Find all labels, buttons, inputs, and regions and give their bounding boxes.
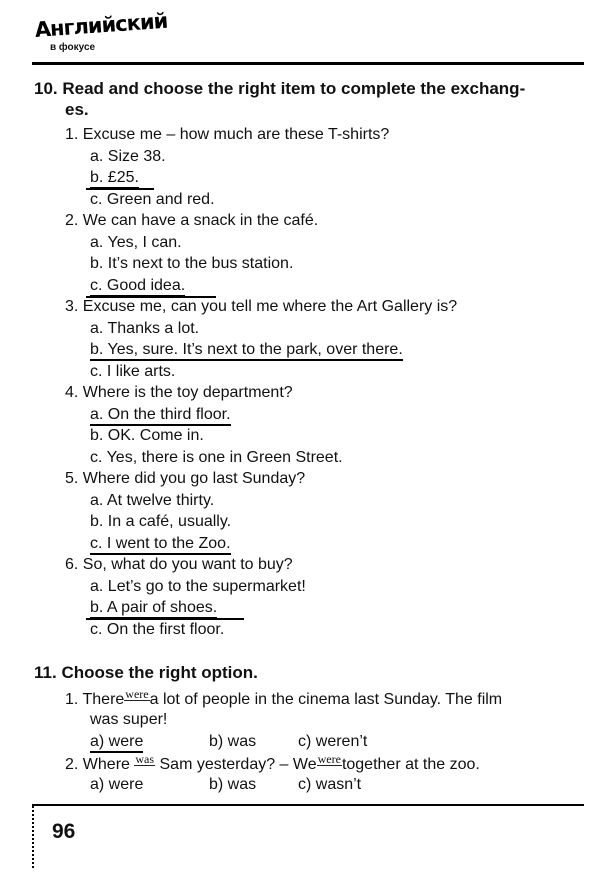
ex11-q1-option-a-text: a) were: [90, 733, 143, 753]
ex10-q2-option-b: b. It’s next to the bus station.: [90, 255, 294, 272]
ex10-q1-option-b-text: b. £25.: [90, 169, 139, 189]
ex11-q1-option-b: b) was: [209, 733, 257, 750]
exercise-11-title-text: Choose the right option.: [61, 663, 258, 682]
handwritten-answer: was: [135, 752, 155, 766]
ex10-q5-option-c-text: c. I went to the Zoo.: [90, 535, 231, 555]
ex10-q2-option-c-text: c. Good idea.: [90, 277, 185, 297]
ex11-q2-option-b: b) was: [209, 776, 257, 793]
ex10-q3-option-b-text: b. Yes, sure. It’s next to the park, over there.: [90, 341, 403, 361]
ex10-q1-option-c: c. Green and red.: [90, 191, 215, 208]
ex10-q5-option-b: b. In a café, usually.: [90, 513, 232, 530]
ex11-q2-line1: [65, 753, 480, 775]
ex10-q1-option-a: a. Size 38.: [90, 148, 166, 165]
ex11-q1-option-a: [90, 732, 143, 752]
ex10-q5-option-c: [90, 534, 231, 554]
ex10-q4-question: 4. Where is the toy department?: [65, 384, 293, 401]
logo-subtitle: в фокусе: [50, 42, 96, 53]
logo-title: Английский: [34, 8, 169, 42]
handwritten-answer: were: [125, 687, 149, 701]
ex11-q2-option-a: a) were: [90, 776, 144, 793]
ex10-q4-option-b: b. OK. Come in.: [90, 427, 204, 444]
footer-rule: [32, 804, 584, 806]
ex11-q1-after: a lot of people in the cinema last Sunday. The film: [149, 691, 503, 708]
ex10-q3-question: 3. Excuse me, can you tell me where the Art Gallery is?: [65, 298, 458, 315]
handwritten-answer: were: [317, 752, 341, 766]
ex10-q2-option-a: a. Yes, I can.: [90, 234, 182, 251]
ex10-q1-option-b: [90, 168, 139, 188]
exercise-11-number: 11.: [34, 663, 57, 682]
ex10-q1-question: 1. Excuse me – how much are these T-shirts?: [65, 126, 390, 143]
ex10-q3-option-a: a. Thanks a lot.: [90, 320, 200, 337]
ex11-q1-line1: [65, 688, 502, 710]
ex10-q6-option-a: a. Let’s go to the supermarket!: [90, 578, 306, 595]
ex10-q3-option-b: [90, 340, 403, 360]
ex10-q2-option-c: [90, 276, 185, 296]
ex10-q4-option-a-text: a. On the third floor.: [90, 406, 231, 426]
ex10-q5-option-a: a. At twelve thirty.: [90, 492, 215, 509]
ex11-q2-part2: Sam yesterday? – We: [159, 756, 317, 773]
exercise-10-title-line1: Read and choose the right item to complete the exchang-: [62, 79, 526, 98]
exercise-10-title: [34, 79, 525, 99]
footer-dotted-border: [32, 806, 34, 868]
ex10-q5-question: 5. Where did you go last Sunday?: [65, 470, 306, 487]
book-logo: [34, 8, 169, 58]
ex11-q2-num: 2.: [65, 756, 79, 773]
ex10-q2-question: 2. We can have a snack in the café.: [65, 212, 319, 229]
ex11-q1-num: 1.: [65, 691, 79, 708]
ex10-q6-option-c: c. On the first floor.: [90, 621, 225, 638]
ex11-q2-option-c: c) wasn’t: [298, 776, 362, 793]
exercise-10-title-line2: es.: [65, 100, 89, 119]
ex11-q2-part1: Where: [82, 756, 130, 773]
page-number: 96: [52, 820, 76, 843]
ex10-q4-option-a: [90, 405, 231, 425]
ex10-q6-option-b-text: b. A pair of shoes.: [90, 599, 217, 619]
ex10-q3-option-c: c. I like arts.: [90, 363, 176, 380]
ex10-q4-option-c: c. Yes, there is one in Green Street.: [90, 449, 343, 466]
ex11-q1-line2: was super!: [90, 711, 168, 728]
ex11-q2-part3: together at the zoo.: [341, 756, 480, 773]
exercise-10-number: 10.: [34, 79, 58, 98]
ex10-q6-question: 6. So, what do you want to buy?: [65, 556, 293, 573]
ex10-q6-option-b: [90, 598, 217, 618]
exercise-11-title: [34, 663, 258, 683]
ex11-q1-option-c: c) weren’t: [298, 733, 368, 750]
header-rule: [32, 62, 584, 65]
ex11-q1-before: There: [82, 691, 125, 708]
